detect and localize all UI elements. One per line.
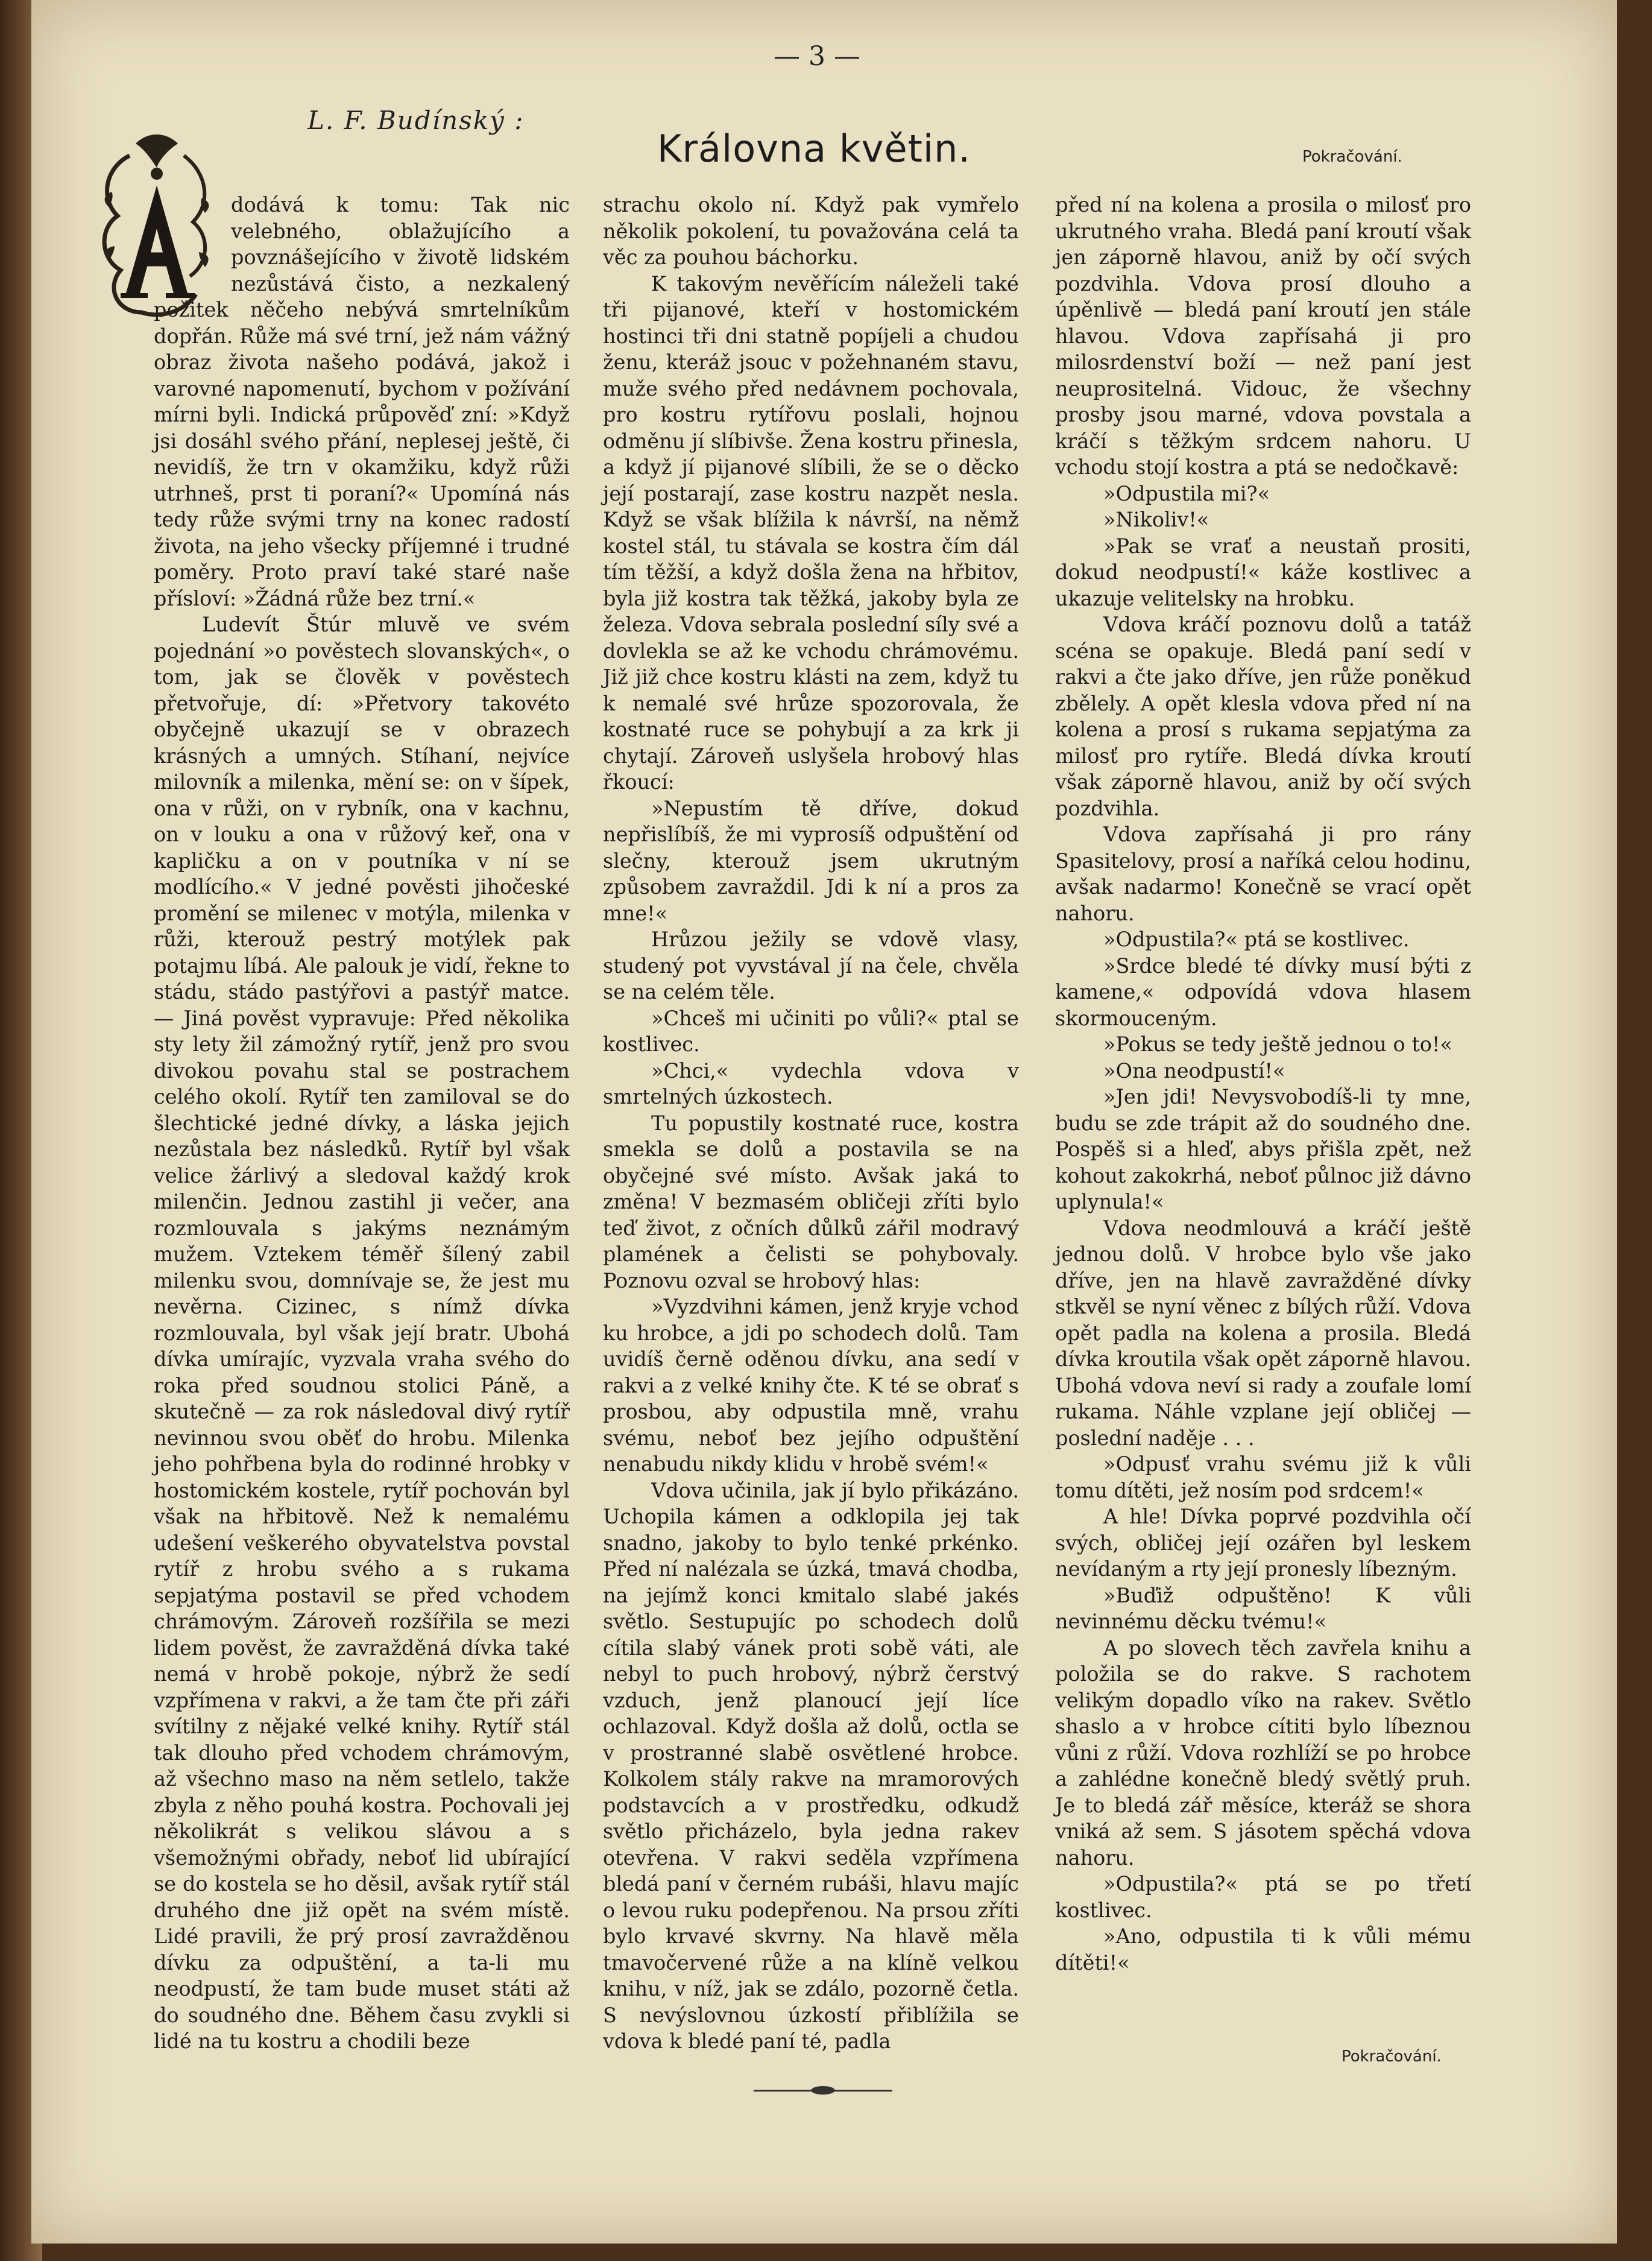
paragraph: »Chci,« vydechla vdova v smrtelných úzkostech. bbox=[603, 1058, 1019, 1108]
continued-note-bottom: Pokračování. bbox=[1341, 2048, 1442, 2066]
paragraph: »Vyzdvihni kámen, jenž kryje vchod ku hrobce, a jdi po schodech dolů. Tam uvidíš černě oděnou dívku, ana sedí v rakvi a z velké knihy čte. K té se obrať s prosbou, aby odpustila mně, vrahu svému, neboť bez jejího odpuštění nenabudu nikdy klidu v hrobě svém!« bbox=[603, 1295, 1019, 1476]
text-column-2 bbox=[603, 192, 1019, 2055]
paragraph: strachu okolo ní. Když pak vymřelo několik pokolení, tu považována celá ta věc za pouhou báchorku. bbox=[603, 193, 1019, 269]
paragraph: »Pokus se tedy ještě jednou o to!« bbox=[1103, 1032, 1452, 1056]
continued-note-top: Pokračování. bbox=[1302, 148, 1402, 166]
paragraph: Vdova učinila, jak jí bylo přikázáno. Uchopila kámen a odklopila jej tak snadno, jakoby to bylo tenké prkénko. Před ní nalézala se úzká, tmavá chodba, na jejímž konci kmitalo slabé jakés světlo. Sestupujíc po schodech dolů cítila slabý vánek proti sobě váti, ale nebyl to puch hrobový, nýbrž čerstvý vzduch, jenž planoucí její líce ochlazoval. Když došla až dolů, octla se v prostranné slabě osvětlené hrobce. Kolkolem stály rakve na mramorových podstavcích a v prostředku, odkudž světlo přicházelo, byla jedna rakev otevřena. V rakvi seděla vzpřímena bledá paní v černém rubáši, hlavu majíc o levou ruku podepřenou. Na prsou zříti bylo krvavé skvrny. Na hlavě měla tmavočervené růže a na klíně velkou knihu, v níž, jak se zdálo, pozorně četla. S nevýslovnou úzkostí přiblížila se vdova k bledé paní té, padla bbox=[603, 1478, 1019, 2053]
paragraph: »Pak se vrať a neustaň prositi, dokud neodpustí!« káže kostlivec a ukazuje velitelsky na hrobku. bbox=[1055, 534, 1471, 610]
ornamental-dropcap-icon bbox=[93, 138, 220, 288]
paragraph: »Ano, odpustila ti k vůli mému dítěti!« bbox=[1055, 1924, 1471, 1975]
paragraph: »Odpusť vrahu svému již k vůli tomu dítěti, jež nosím pod srdcem!« bbox=[1055, 1452, 1471, 1502]
author-name: L. F. Budínský : bbox=[307, 106, 525, 135]
paragraph: A hle! Dívka poprvé pozdvihla očí svých, obličej její ozářen byl leskem nevídaným a rty její pronesly líbezným. bbox=[1055, 1505, 1471, 1581]
paragraph: »Nikoliv!« bbox=[1103, 508, 1209, 531]
paragraph: »Odpustila?« ptá se po třetí kostlivec. bbox=[1055, 1872, 1471, 1922]
paragraph: před ní na kolena a prosila o milosť pro ukrutného vraha. Bledá paní kroutí však jen záporně hlavou, aniž by očí svých pozdvihla. Vdova prosí dlouho a úpěnlivě — bledá paní kroutí jen stále hlavou. Vdova zapřísahá ji pro milosrdenství boží — než paní jest neuprositelná. Vidouc, že všechny prosby jsou marné, vdova povstala a kráčí s těžkým srdcem nahoru. U vchodu stojí kostra a ptá se nedočkavě: bbox=[1055, 193, 1471, 479]
text-column-3 bbox=[1055, 192, 1471, 1976]
page-number: — 3 — bbox=[774, 41, 860, 72]
paragraph: »Srdce bledé té dívky musí býti z kamene,« odpovídá vdova hlasem skormouceným. bbox=[1055, 953, 1471, 1030]
paragraph: Vdova kráčí poznovu dolů a tatáž scéna se opakuje. Bledá paní sedí v rakvi a čte jako dříve, jen růže poněkud zbělely. A opět klesla vdova před ní na kolena a prosí s rukama sepjatýma za milosť pro rytíře. Bledá dívka kroutí však záporně hlavou, aniž by očí svých pozdvihla. bbox=[1055, 613, 1471, 820]
paragraph: Tu popustily kostnaté ruce, kostra smekla se dolů a postavila se na obyčejné své místo. Avšak jaká to změna! V bezmasém obličeji zříti bylo teď život, z očních důlků zářil modravý plamének a čelisti se pohybovaly. Poznovu ozval se hrobový hlas: bbox=[603, 1111, 1019, 1292]
paragraph: Hrůzou ježily se vdově vlasy, studený pot vyvstával jí na čele, chvěla se na celém těle. bbox=[603, 928, 1019, 1004]
paragraph: »Chceš mi učiniti po vůli?« ptal se kostlivec. bbox=[603, 1006, 1019, 1056]
paragraph: Vdova neodmlouvá a kráčí ještě jednou dolů. V hrobce bylo vše jako dříve, jen na hlavě zavražděné dívky stkvěl se nyní věnec z bílých růží. Vdova opět padla na kolena a prosila. Bledá dívka kroutila však opět záporně hlavou. Ubohá vdova neví si rady a zoufale lomí rukama. Náhle vzplane její obličej — poslední naděje . . . bbox=[1055, 1216, 1471, 1450]
paragraph: »Odpustila?« ptá se kostlivec. bbox=[1103, 928, 1410, 951]
paragraph: A po slovech těch zavřela knihu a položila se do rakve. S rachotem velikým dopadlo víko na rakev. Světlo shaslo a v hrobce cítiti bylo líbeznou vůni z růží. Vdova rozhlíží se po hrobce a zahlédne konečně bledý světlý pruh. Je to bledá zář měsíce, kteráž se shora vniká až sem. S jásotem spěchá vdova nahoru. bbox=[1055, 1636, 1471, 1870]
paragraph: »Nepustím tě dříve, dokud nepřislíbíš, že mi vyprosíš odpuštění od slečny, kterouž jsem ukrutným způsobem zavraždil. Jdi k ní a pros za mne!« bbox=[603, 796, 1019, 925]
paragraph: »Ona neodpustí!« bbox=[1103, 1058, 1285, 1083]
paragraph: Vdova zapřísahá ji pro rány Spasitelovy, prosí a naříká celou hodinu, avšak nadarmo! Konečně se vrací opět nahoru. bbox=[1055, 823, 1471, 925]
column-1-paragraphs bbox=[154, 192, 570, 2055]
paragraph: »Buďiž odpuštěno! K vůli nevinnému děcku tvému!« bbox=[1055, 1583, 1471, 1633]
paragraph: Ludevít Štúr mluvě ve svém pojednání »o pověstech slovanských«, o tom, jak se člověk v pověstech přetvořuje, dí: »Přetvory takovéto obyčejně ukazují se v obrazech krásných a umných. Stíhaní, nejvíce milovník a milenka, mění se: on v šípek, ona v růži, on v rybník, ona v kachnu, on v louku a ona v růžový keř, ona v kapličku a on v poutníka v ní se modlícího.« V jedné pověsti jihočeské promění se milenec v motýla, milenka v růži, kterouž pestrý motýlek pak potajmu líbá. Ale palouk je vidí, řekne to stádu, stádo pastýřovi a pastýř matce. — Jiná pověst vypravuje: Před několika sty lety žil zámožný rytíř, jenž pro svou divokou povahu stal se postrachem celého okolí. Rytíř ten zamiloval se do šlechtické jedné dívky, a láska jejich nezůstala bez následků. Rytíř byl však velice žárlivý a sledoval každý krok milenčin. Jednou zastihl ji večer, ana rozmlouvala s jakýms neznámým mužem. Vztekem téměř šílený zabil milenku svou, domnívaje se, že jest mu nevěrna. Cizinec, s nímž dívka rozmlouvala, byl však její bratr. Ubohá dívka umírajíc, vyzvala vraha svého do roka před soudnou stolici Páně, a skutečně — za rok následoval divý rytíř nevinnou svou oběť do hrobu. Milenka jeho pohřbena byla do rodinné hrobky v hostomickém kostele, rytíř pochován byl však na hřbitově. Než k nemalému udešení veškerého obyvatelstva povstal rytíř z hrobu svého a s rukama sepjatýma postavil se před vchodem chrámovým. Zároveň rozšířila se mezi lidem pověst, že zavražděná dívka také nemá v hrobě pokoje, nýbrž že sedí vzpřímena v rakvi, a že tam čte při záři svítilny z nějaké velké knihy. Rytíř stál tak dlouho před vchodem chrámovým, až všechno maso na něm setlelo, takže zbyla z něho pouhá kostra. Pochovali jej několikrát s velikou slávou a s všemožnými obřady, neboť lid ubírající se do kostela se ho děsil, avšak rytíř stál druhého dne již opět na svém místě. Lidé pravili, že prý prosí zavražděnou dívku za odpuštění, a ta-li mu neodpustí, že tam bude muset státi až do soudného dne. Během času zvykli si lidé na tu kostru a chodili beze bbox=[154, 613, 570, 2053]
paragraph: dodává k tomu: Tak nic velebného, oblažujícího a povznášejícího v životě lidském nezůstává čisto, a nezkalený požitek něčeho nebývá smrtelníkům dopřán. Růže má své trní, jež nám vážný obraz života našeho podává, jakož i varovné napomenutí, bychom v požívání mírni byli. Indická průpověď zní: »Když jsi dosáhl svého přání, neplesej ještě, či nevidíš, že trn v okamžiku, když růži utrhneš, prst ti poraní?« Upomíná nás tedy růže svými trny na konec radostí života, na jeho všecky příjemné i trudné poměry. Proto praví také staré naše přísloví: »Žádná růže bez trní.« bbox=[154, 193, 570, 610]
paragraph: K takovým nevěřícím náleželi také tři pijanové, kteří v hostomickém hostinci tři dni statně popíjeli a chudou ženu, kteráž jsouc v požehnaném stavu, muže svého před nedávnem pochovala, pro kostru rytířovu poslali, hojnou odměnu jí slíbivše. Žena kostru přinesla, a když jí pijanové slíbili, že se o děcko její postarají, zase kostru nazpět nesla. Když se však blížila k návrší, na němž kostel stál, tu stávala se kostra čím dál tím těžší, a když došla žena na hřbitov, byla již kostra tak těžká, jakoby byla ze železa. Vdova sebrala poslední síly své a dovlekla se až ke vchodu chrámovému. Již již chce kostru klásti na zem, když tu k nemalé své hrůze spozorovala, že kostnaté ruce se pohybují a za krk ji chytají. Zároveň uslyšela hrobový hlas řkoucí: bbox=[603, 271, 1019, 794]
end-ornament-rule bbox=[754, 2090, 892, 2092]
paragraph: »Odpustila mi?« bbox=[1103, 481, 1270, 505]
paragraph: »Jen jdi! Nevysvobodíš-li ty mne, budu se zde trápit až do soudného dne. Pospěš si a hleď, abys přišla zpět, než kohout zakokrhá, neboť půlnoc již dávno uplynula!« bbox=[1055, 1085, 1471, 1213]
article-title: Královna květin. bbox=[657, 127, 971, 171]
text-column-1 bbox=[154, 192, 570, 2055]
